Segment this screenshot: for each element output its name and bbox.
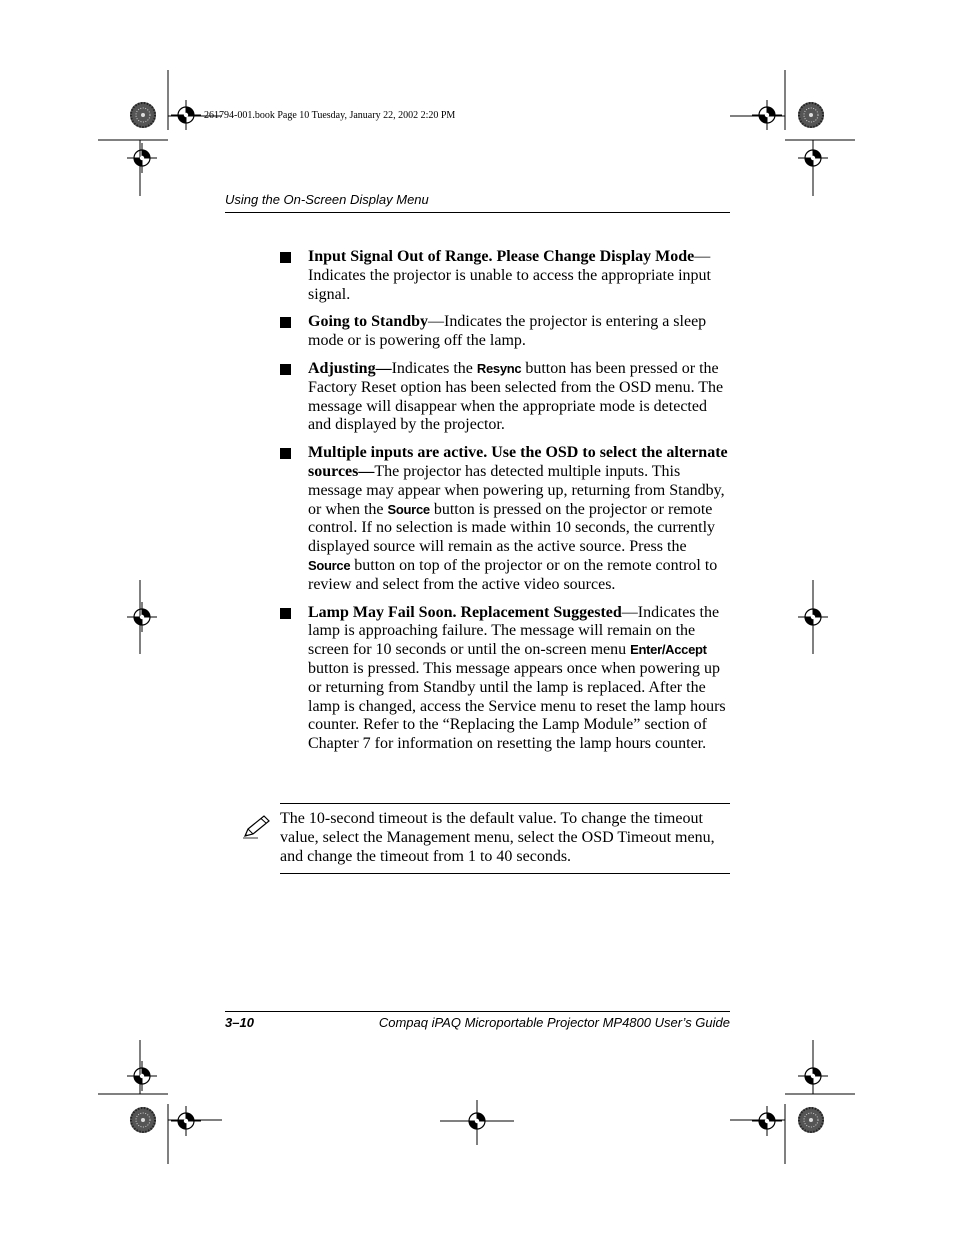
item-text: button is pressed on the projector or remote control. If no selection is made within 10 seconds, the currently displayed source will remain as the active source. Press the [308,500,716,556]
item-text: Indicates the [391,359,477,377]
color-target-icon [130,102,156,128]
bullet-icon [280,448,291,459]
message-list [280,248,730,763]
bullet-icon [280,608,291,619]
item-term: Multiple inputs are active. Use the OSD to select the alternate sources— [308,444,728,480]
item-text: —Indicates the lamp is approaching failure. The message will remain on the screen for 10 seconds or until the on-screen menu [308,603,720,659]
button-name-enter-accept: Enter/Accept [630,642,707,658]
item-term: Adjusting— [308,359,392,377]
page-number: 3–10 [225,1015,254,1030]
item-term: Lamp May Fail Soon. Replacement Suggested [308,603,622,621]
button-name-resync: Resync [476,360,522,376]
item-text: button is pressed. This message appears once when powering up or returning from Standby until the lamp is replaced. After the lamp is changed, access the Service menu to reset the lamp hours counter. Refer to the “Replacing the Lamp Module” section of Chapter 7 for information on resetting the lamp hours counter. [308,659,726,753]
button-name-source: Source [308,557,351,573]
item-text: button on top of the projector or on the remote control to review and select from the active video sources. [308,556,718,593]
item-text: The projector has detected multiple inputs. This message may appear when powering up, returning from Standby, or when the [308,462,725,518]
book-info: 261794-001.book Page 10 Tuesday, January 22, 2002 2:20 PM [204,110,456,121]
list-item [280,360,730,435]
item-term: Input Signal Out of Range. Please Change Display Mode [308,248,695,265]
pencil-note-icon [242,814,272,840]
item-text: —Indicates the projector is entering a sleep mode or is powering off the lamp. [308,313,707,350]
footer-rule [225,1011,730,1012]
note-bottom-rule [280,873,730,874]
list-item [280,604,730,754]
button-name-source: Source [387,501,430,517]
bullet-icon [280,364,291,375]
header-rule [225,212,730,213]
bullet-icon [280,317,291,328]
item-text: button has been pressed or the Factory Reset option has been selected from the OSD menu. The message will disappear when the appropriate mode is detected and displayed by the projector. [308,359,724,434]
running-head: Using the On-Screen Display Menu [225,192,429,207]
note-top-rule [280,803,730,804]
list-item [280,444,730,594]
list-item [280,248,730,304]
item-text: —Indicates the projector is unable to access the appropriate input signal. [308,248,711,303]
note-text: The 10-second timeout is the default value. To change the timeout value, select the Management menu, select the OSD Timeout menu, and change the timeout from 1 to 40 seconds. [280,810,715,865]
footer-title: Compaq iPAQ Microportable Projector MP4800 User’s Guide [378,1015,730,1030]
bullet-icon [280,252,291,263]
list-item [280,313,730,351]
item-term: Going to Standby [308,313,429,331]
